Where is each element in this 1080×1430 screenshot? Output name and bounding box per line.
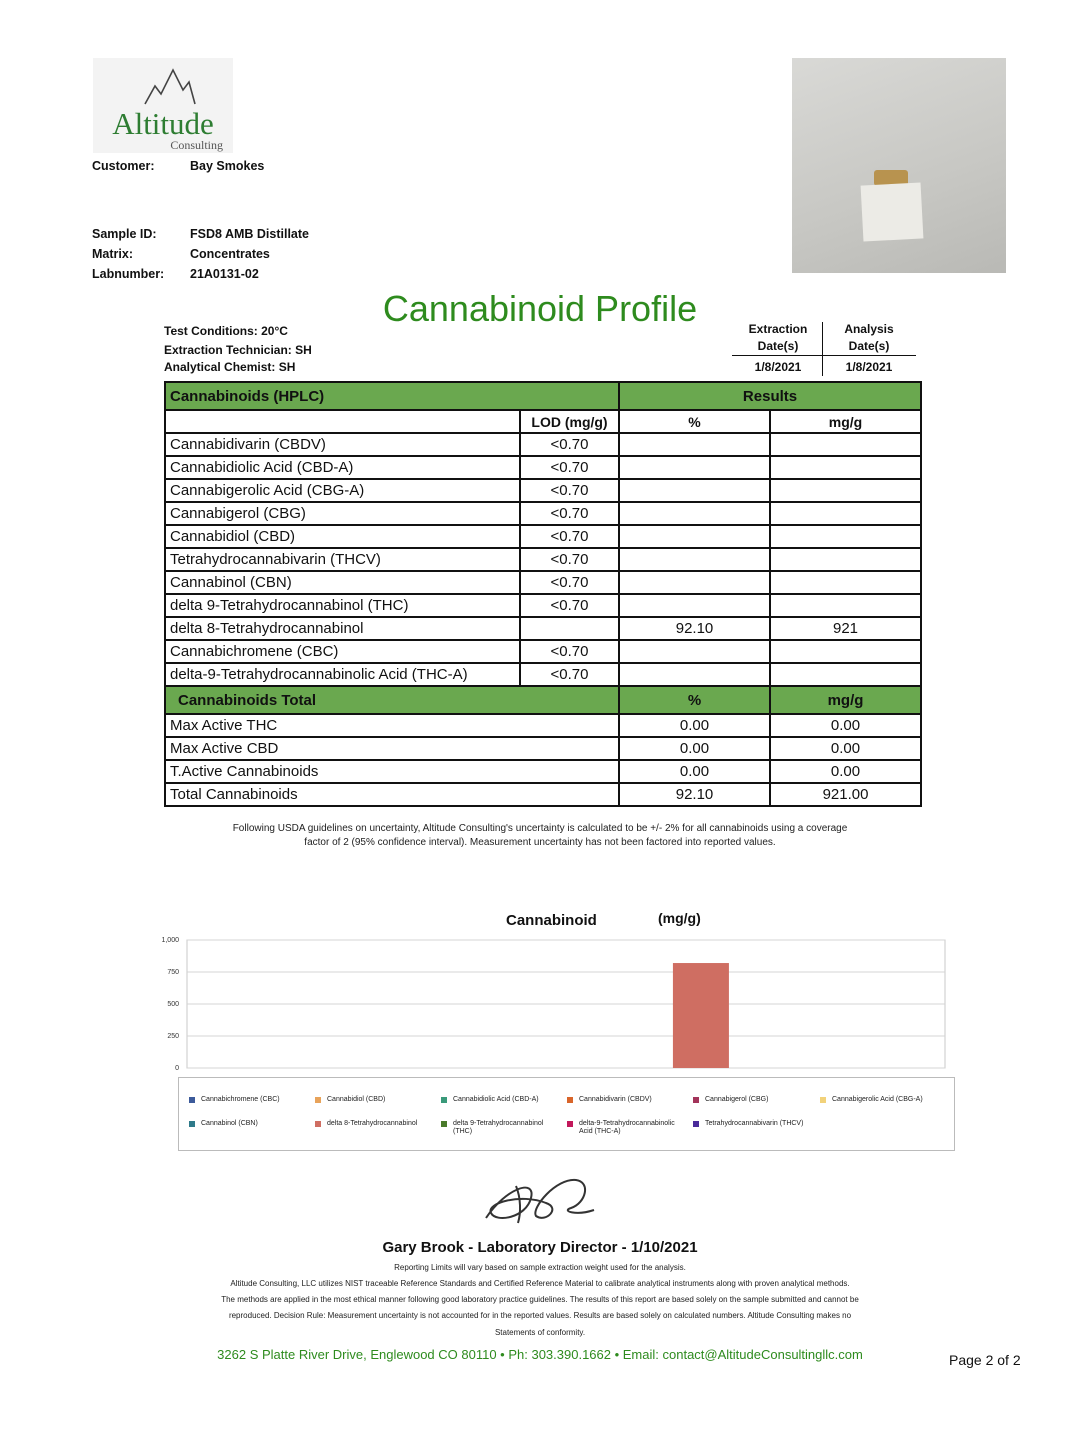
labnumber-label: Labnumber: [92, 267, 165, 281]
chart-unit: (mg/g) [658, 910, 701, 926]
mg-value [770, 640, 921, 663]
percent-value [619, 571, 770, 594]
chart-plot [150, 930, 960, 1075]
sample-id-label: Sample ID: [92, 227, 157, 241]
cannabinoid-name: Cannabidivarin (CBDV) [165, 433, 520, 456]
lod-value: <0.70 [520, 640, 619, 663]
lod-value: <0.70 [520, 433, 619, 456]
lod-value: <0.70 [520, 456, 619, 479]
legend-label: Tetrahydrocannabivarin (THCV) [705, 1120, 804, 1127]
totals-mg-header: mg/g [770, 686, 921, 714]
legend-swatch [315, 1097, 321, 1103]
cannabinoid-name: Cannabigerolic Acid (CBG-A) [165, 479, 520, 502]
analysis-date-label-2: Date(s) [848, 339, 890, 353]
page-title: Cannabinoid Profile [382, 288, 698, 329]
cannabinoid-name: Tetrahydrocannabivarin (THCV) [165, 548, 520, 571]
lod-value: <0.70 [520, 594, 619, 617]
uncertainty-note-line-2: factor of 2 (95% confidence interval). Measurement uncertainty has not been factored into reported values. [304, 837, 776, 848]
table-row [165, 479, 921, 502]
total-mg: 0.00 [770, 714, 921, 737]
matrix-value: Concentrates [190, 247, 270, 261]
mg-column-header: mg/g [770, 410, 921, 433]
extraction-date-label-2: Date(s) [757, 339, 799, 353]
legend-label: Cannabidiolic Acid (CBD-A) [453, 1096, 539, 1103]
logo-wordmark: Altitude [112, 106, 214, 141]
table-row [165, 548, 921, 571]
uncertainty-note-line-1: Following USDA guidelines on uncertainty, Altitude Consulting's uncertainty is calculated to be +/- 2% for all cannabinoids using a coverage [232, 823, 848, 834]
total-name: Total Cannabinoids [165, 783, 619, 806]
y-tick-label: 750 [167, 969, 179, 976]
cannabinoid-name: delta-9-Tetrahydrocannabinolic Acid (THC-A) [165, 663, 520, 686]
column-header-row [165, 410, 921, 433]
customer-value: Bay Smokes [190, 159, 265, 173]
table-row [165, 640, 921, 663]
mg-value [770, 571, 921, 594]
date-rule [732, 355, 916, 356]
y-tick-label: 1,000 [161, 937, 179, 944]
total-name: T.Active Cannabinoids [165, 760, 619, 783]
totals-row [165, 783, 921, 806]
percent-value [619, 433, 770, 456]
legend-swatch [441, 1121, 447, 1127]
analysis-date-label: Analysis [844, 322, 894, 336]
lod-column-header: LOD (mg/g) [520, 410, 619, 433]
mg-value: 921 [770, 617, 921, 640]
table-row [165, 617, 921, 640]
contact-info: 3262 S Platte River Drive, Englewood CO 80110 • Ph: 303.390.1662 • Email: contact@AltitudeConsultingllc.com [217, 1347, 863, 1362]
legend-label: Cannabinol (CBN) [201, 1120, 258, 1127]
legend-label: Cannabigerolic Acid (CBG-A) [832, 1096, 923, 1103]
cannabinoid-name: Cannabidiol (CBD) [165, 525, 520, 548]
fine-print-line: reproduced. Decision Rule: Measurement uncertainty is not accounted for in the reported values. Results are based solely on calculated numbers. Altitude Consulting makes no [228, 1311, 852, 1320]
percent-value [619, 548, 770, 571]
director-signature [476, 1168, 606, 1232]
hplc-header: Cannabinoids (HPLC) [165, 382, 619, 410]
table-row [165, 456, 921, 479]
matrix-label: Matrix: [92, 247, 133, 261]
director-name: Gary Brook - Laboratory Director - 1/10/2021 [382, 1239, 698, 1256]
extraction-date-value: 1/8/2021 [754, 360, 802, 374]
mg-value [770, 594, 921, 617]
sample-id-value: FSD8 AMB Distillate [190, 227, 310, 241]
extraction-technician: Extraction Technician: SH [164, 343, 312, 357]
lod-value [520, 617, 619, 640]
test-conditions: Test Conditions: 20°C [164, 324, 288, 338]
total-percent: 0.00 [619, 760, 770, 783]
mg-value [770, 502, 921, 525]
page-number: Page 2 of 2 [949, 1352, 1021, 1368]
table-row [165, 663, 921, 686]
y-tick-label: 0 [175, 1065, 179, 1072]
legend-swatch [567, 1121, 573, 1127]
totals-row [165, 760, 921, 783]
blank-header-cell [165, 410, 520, 433]
cannabinoid-name: Cannabichromene (CBC) [165, 640, 520, 663]
analysis-date-value: 1/8/2021 [845, 360, 893, 374]
total-name: Max Active THC [165, 714, 619, 737]
legend-label: Cannabichromene (CBC) [201, 1096, 280, 1103]
cannabinoid-name: Cannabinol (CBN) [165, 571, 520, 594]
legend-label: delta 8-Tetrahydrocannabinol [327, 1120, 418, 1127]
lod-value: <0.70 [520, 663, 619, 686]
fine-print-line: Statements of conformity. [494, 1328, 586, 1337]
lod-value: <0.70 [520, 571, 619, 594]
cannabinoid-name: delta 8-Tetrahydrocannabinol [165, 617, 520, 640]
date-divider [822, 322, 823, 376]
mg-value [770, 456, 921, 479]
legend-swatch [315, 1121, 321, 1127]
totals-header-row [165, 686, 921, 714]
legend-label: Cannabidiol (CBD) [327, 1096, 386, 1103]
legend-swatch [693, 1097, 699, 1103]
cannabinoid-name: Cannabidiolic Acid (CBD-A) [165, 456, 520, 479]
mg-value [770, 433, 921, 456]
chart-bar [673, 963, 729, 1068]
extraction-date-label: Extraction [748, 322, 808, 336]
total-mg: 921.00 [770, 783, 921, 806]
percent-value [619, 502, 770, 525]
table-row [165, 571, 921, 594]
legend-label: delta 9-Tetrahydrocannabinol (THC) [453, 1120, 544, 1135]
percent-value [619, 456, 770, 479]
lod-value: <0.70 [520, 479, 619, 502]
percent-value [619, 525, 770, 548]
logo-subtitle: Consulting [170, 138, 223, 152]
legend-swatch [820, 1097, 826, 1103]
total-percent: 0.00 [619, 737, 770, 760]
legend-label: Cannabigerol (CBG) [705, 1096, 769, 1103]
mountain-icon [141, 64, 197, 108]
total-percent: 0.00 [619, 714, 770, 737]
total-mg: 0.00 [770, 760, 921, 783]
y-tick-label: 250 [167, 1033, 179, 1040]
mg-value [770, 663, 921, 686]
legend-swatch [441, 1097, 447, 1103]
cannabinoid-table [164, 381, 922, 807]
mg-value [770, 479, 921, 502]
percent-value: 92.10 [619, 617, 770, 640]
cannabinoid-name: Cannabigerol (CBG) [165, 502, 520, 525]
lod-value: <0.70 [520, 525, 619, 548]
legend-swatch [693, 1121, 699, 1127]
analytical-chemist: Analytical Chemist: SH [164, 360, 296, 374]
legend-label: Cannabidivarin (CBDV) [579, 1096, 652, 1103]
sample-photo [792, 58, 1006, 273]
total-mg: 0.00 [770, 737, 921, 760]
results-header: Results [619, 382, 921, 410]
percent-value [619, 663, 770, 686]
table-row [165, 594, 921, 617]
total-name: Max Active CBD [165, 737, 619, 760]
percent-value [619, 640, 770, 663]
totals-header: Cannabinoids Total [165, 686, 619, 714]
totals-percent-header: % [619, 686, 770, 714]
chart-title: Cannabinoid [506, 912, 597, 929]
percent-value [619, 479, 770, 502]
fine-print-line: Altitude Consulting, LLC utilizes NIST traceable Reference Standards and Certified Reference Material to calibrate analytical instruments along with proven analytical methods. [230, 1279, 850, 1288]
cannabinoid-name: delta 9-Tetrahydrocannabinol (THC) [165, 594, 520, 617]
sample-card [861, 182, 924, 241]
totals-row [165, 714, 921, 737]
totals-row [165, 737, 921, 760]
labnumber-value: 21A0131-02 [190, 267, 259, 281]
lod-value: <0.70 [520, 502, 619, 525]
fine-print-line: Reporting Limits will vary based on sample extraction weight used for the analysis. [394, 1263, 686, 1272]
mg-value [770, 525, 921, 548]
percent-value [619, 594, 770, 617]
table-row [165, 433, 921, 456]
total-percent: 92.10 [619, 783, 770, 806]
fine-print-line: The methods are applied in the most ethical manner following good laboratory practice guidelines. The results of this report are based solely on the sample submitted and cannot be [221, 1295, 859, 1304]
legend-swatch [189, 1097, 195, 1103]
company-logo [93, 58, 233, 153]
table-header-row [165, 382, 921, 410]
legend-label: delta-9-Tetrahydrocannabinolic Acid (THC-A) [579, 1120, 675, 1135]
y-tick-label: 500 [167, 1001, 179, 1008]
legend-swatch [567, 1097, 573, 1103]
table-row [165, 525, 921, 548]
lod-value: <0.70 [520, 548, 619, 571]
mg-value [770, 548, 921, 571]
legend-swatch [189, 1121, 195, 1127]
customer-label: Customer: [92, 159, 155, 173]
chart-legend [178, 1077, 955, 1151]
percent-column-header: % [619, 410, 770, 433]
table-row [165, 502, 921, 525]
